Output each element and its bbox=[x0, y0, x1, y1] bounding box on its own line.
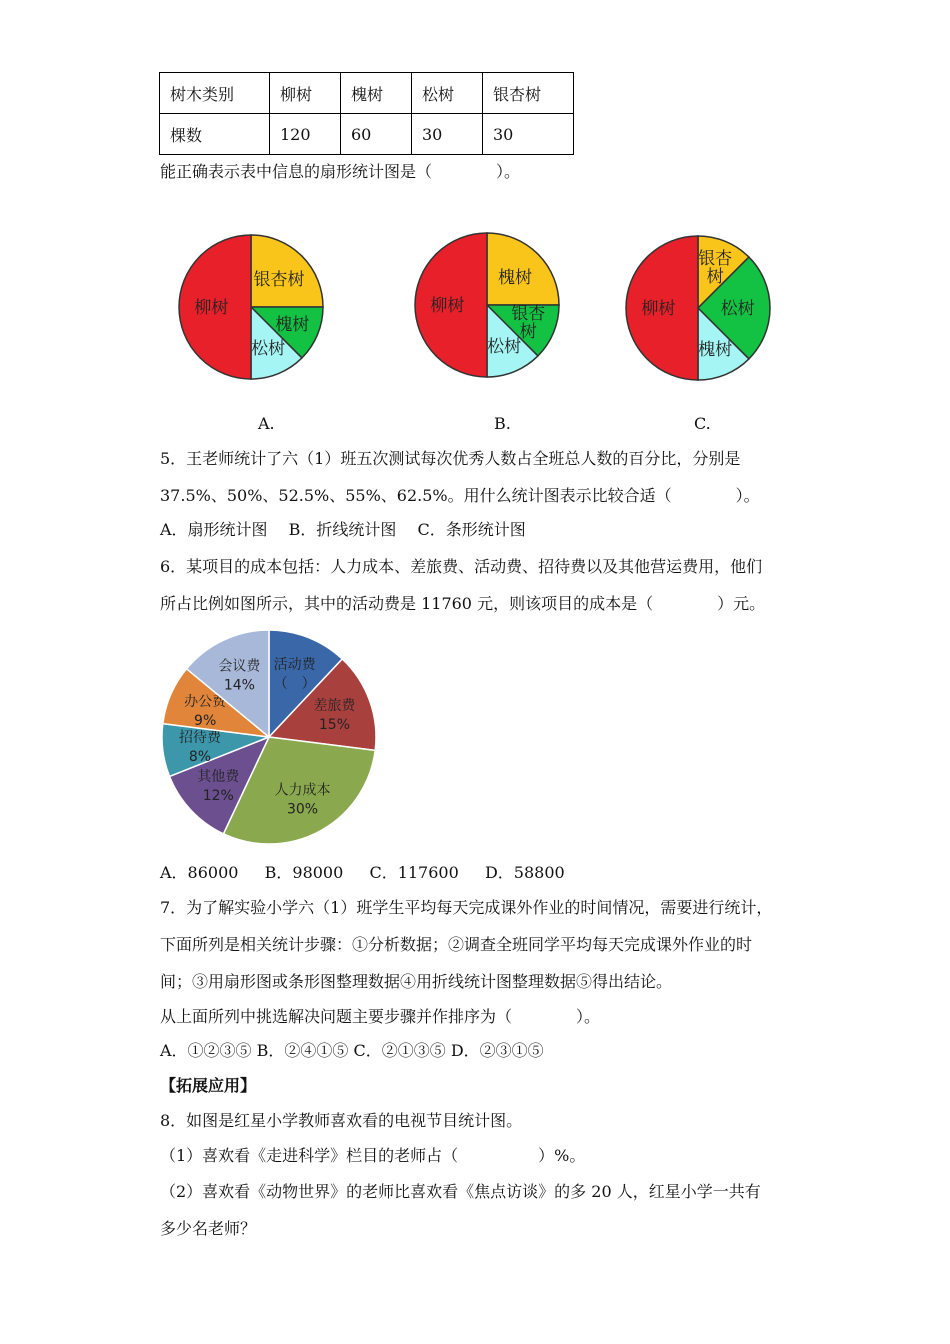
table-cell: 30 bbox=[483, 114, 574, 155]
pie-slice-label: 招待费 bbox=[178, 730, 221, 747]
table-cell: 槐树 bbox=[341, 73, 412, 114]
table-cell: 银杏树 bbox=[483, 73, 574, 114]
pie-option-c[interactable] bbox=[626, 236, 770, 380]
q5-options: A．扇形统计图 B．折线统计图 C．条形统计图 bbox=[160, 520, 526, 539]
pie-slice-label: 槐树 bbox=[498, 267, 533, 288]
pie-slice-label: 松树 bbox=[720, 299, 755, 319]
table-header-row bbox=[160, 73, 574, 114]
table-row bbox=[160, 114, 574, 155]
q8-text-line2: （1）喜欢看《走进科学》栏目的老师占（ ）%。 bbox=[160, 1146, 586, 1165]
q8-text-line1: 8．如图是红星小学教师喜欢看的电视节目统计图。 bbox=[160, 1111, 523, 1130]
q7-text-line3: 间；③用扇形图或条形图整理数据④用折线统计图整理数据⑤得出结论。 bbox=[160, 972, 673, 991]
table-cell: 树木类别 bbox=[160, 73, 270, 114]
pie-slice-label: 其他费 bbox=[197, 769, 240, 786]
q5-text-line1: 5．王老师统计了六（1）班五次测试每次优秀人数占全班总人数的百分比，分别是 bbox=[160, 449, 741, 468]
section-title: 【拓展应用】 bbox=[160, 1076, 257, 1095]
table-cell: 120 bbox=[270, 114, 341, 155]
pie-option-b[interactable] bbox=[415, 233, 559, 377]
q6-options: A．86000 B．98000 C．117600 D．58800 bbox=[160, 863, 565, 882]
pie-option-a[interactable] bbox=[179, 235, 323, 379]
q6-text-line2: 所占比例如图所示，其中的活动费是 11760 元，则该项目的成本是（ ）元。 bbox=[160, 594, 766, 613]
tree-count-table bbox=[159, 72, 574, 155]
table-cell: 松树 bbox=[412, 73, 483, 114]
pie-slice-label: 松树 bbox=[251, 339, 286, 360]
q8-text-line4: 多少名老师？ bbox=[160, 1219, 257, 1238]
cost-pie-chart bbox=[150, 620, 390, 850]
pie-slice-label: （ ） bbox=[273, 675, 316, 692]
pie-slice-label: 松树 bbox=[487, 337, 522, 358]
pie-slice-label: 15% bbox=[318, 716, 351, 733]
pie-slice-label: 办公费 bbox=[184, 693, 227, 710]
option-c-label: C. bbox=[694, 414, 711, 433]
pie-slice-label: 活动费 bbox=[273, 656, 316, 673]
table-cell: 60 bbox=[341, 114, 412, 155]
table-cell: 柳树 bbox=[270, 73, 341, 114]
pie-slice-label: 柳树 bbox=[194, 298, 229, 318]
pie-slice-label: 银杏树 bbox=[253, 269, 305, 290]
pie-slice-label: 差旅费 bbox=[313, 697, 356, 714]
option-b-label: B. bbox=[494, 414, 511, 433]
pie-slice-label: 人力成本 bbox=[274, 782, 331, 799]
pie-slice-label: 14% bbox=[223, 677, 255, 694]
pie-slice-label: 槐树 bbox=[698, 340, 733, 361]
pie-slice-label: 树 bbox=[519, 322, 537, 343]
pie-slice-label: 9% bbox=[194, 712, 217, 729]
pie-slice-label: 12% bbox=[202, 788, 234, 805]
pie-slice-label: 槐树 bbox=[275, 315, 310, 336]
q8-text-line3: （2）喜欢看《动物世界》的老师比喜欢看《焦点访谈》的多 20 人，红星小学一共有 bbox=[160, 1182, 761, 1201]
q7-text-line4: 从上面所列中挑选解决问题主要步骤并作排序为（ ）。 bbox=[160, 1007, 601, 1026]
q7-text-line1: 7．为了解实验小学六（1）班学生平均每天完成课外作业的时间情况，需要进行统计， bbox=[160, 898, 773, 917]
q6-text-line1: 6．某项目的成本包括：人力成本、差旅费、活动费、招待费以及其他营运费用，他们 bbox=[160, 557, 763, 576]
pie-slice-label: 银杏 bbox=[698, 248, 733, 269]
table-cell: 30 bbox=[412, 114, 483, 155]
q7-options: A．①②③⑤ B．②④①⑤ C．②①③⑤ D．②③①⑤ bbox=[160, 1041, 544, 1060]
table-cell: 棵数 bbox=[160, 114, 270, 155]
pie-slice-label: 银杏 bbox=[511, 304, 546, 325]
pie-slice-label: 会议费 bbox=[218, 658, 261, 675]
pie-slice-label: 30% bbox=[286, 801, 319, 818]
pie-slice-label: 柳树 bbox=[641, 299, 676, 319]
option-a-label: A. bbox=[258, 414, 275, 433]
pie-slice-label: 8% bbox=[188, 749, 212, 766]
q4-pie-options bbox=[160, 220, 800, 400]
q4-prompt: 能正确表示表中信息的扇形统计图是（ ）。 bbox=[160, 162, 521, 181]
pie-slice-label: 柳树 bbox=[430, 296, 465, 316]
pie-slice-label: 树 bbox=[706, 266, 724, 287]
q5-text-line2: 37.5%、50%、52.5%、55%、62.5%。用什么统计图表示比较合适（ ）。 bbox=[160, 486, 760, 505]
q7-text-line2: 下面所列是相关统计步骤：①分析数据；②调查全班同学平均每天完成课外作业的时 bbox=[160, 935, 753, 954]
